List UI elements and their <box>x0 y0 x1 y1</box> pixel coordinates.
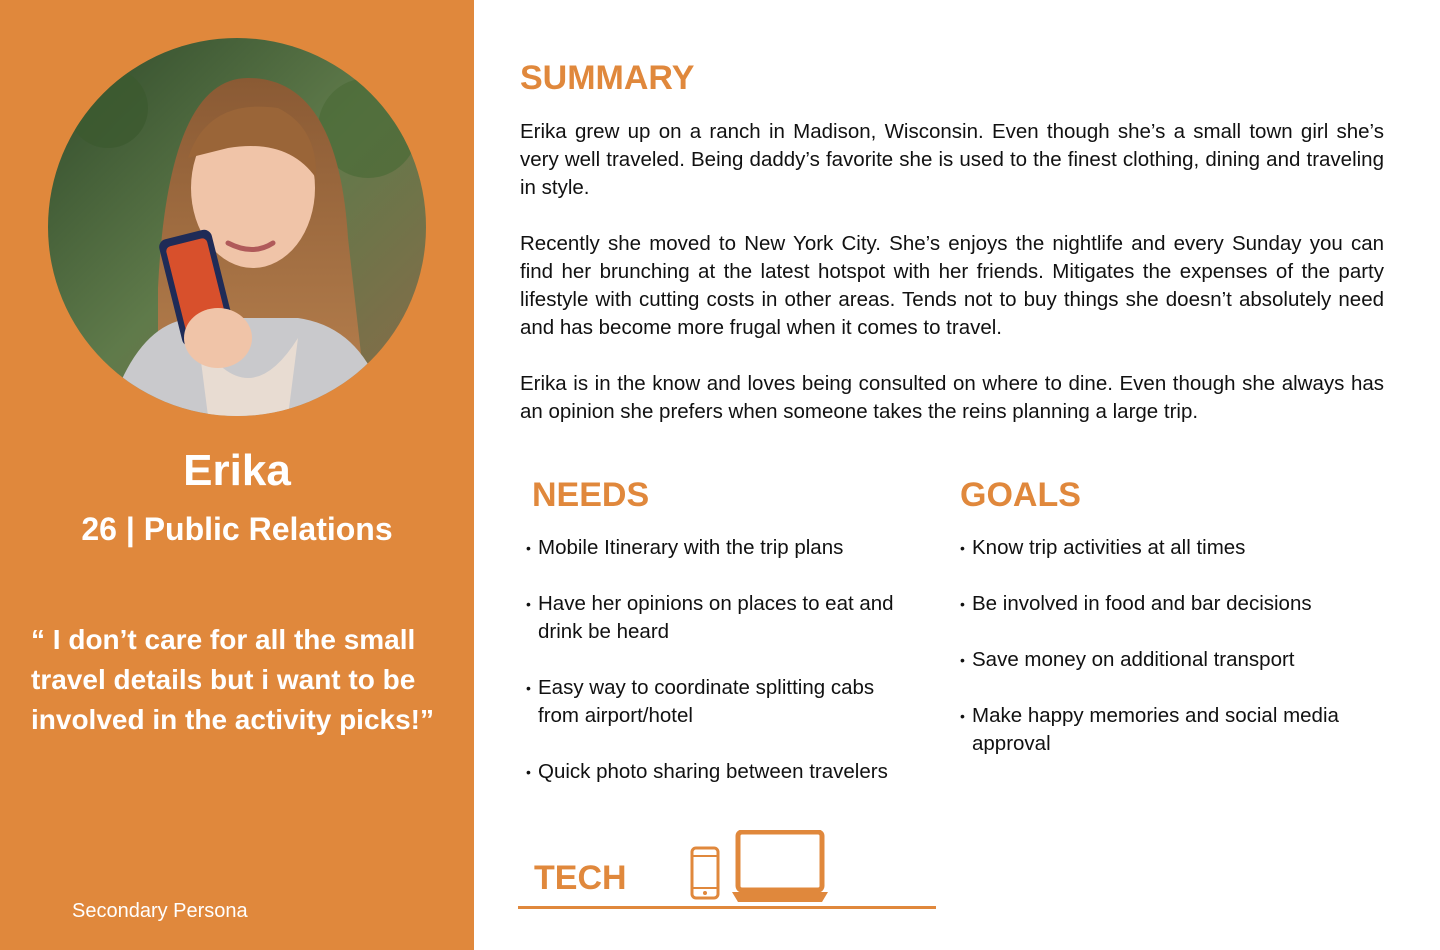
persona-quote: “ I don’t care for all the small travel details but i want to be involved in the activity picks!” <box>31 624 435 735</box>
needs-list <box>524 534 904 814</box>
needs-item: • Have her opinions on places to eat and drink be heard <box>524 590 904 646</box>
persona-name: Erika <box>183 446 291 495</box>
phone-icon <box>690 846 720 900</box>
needs-item: • Quick photo sharing between travelers <box>524 758 904 786</box>
needs-item: • Mobile Itinerary with the trip plans <box>524 534 904 562</box>
summary-heading: SUMMARY <box>520 59 695 97</box>
persona-type: Secondary Persona <box>72 900 248 922</box>
goals-item: • Be involved in food and bar decisions <box>958 590 1378 618</box>
summary-body <box>520 118 1384 454</box>
goals-heading: GOALS <box>960 476 1081 514</box>
persona-panel <box>0 0 474 950</box>
tech-divider <box>518 906 936 909</box>
tech-heading: TECH <box>534 859 627 897</box>
persona-photo <box>48 38 426 416</box>
summary-paragraph: Erika grew up on a ranch in Madison, Wisconsin. Even though she’s a small town girl she’s very well traveled. Being daddy’s favorite she is used to the finest clothing, dining and traveling in style. <box>520 120 1384 199</box>
summary-paragraph: Erika is in the know and loves being consulted on where to dine. Even though she always has an opinion she prefers when someone takes the reins planning a large trip. <box>520 372 1384 423</box>
needs-heading: NEEDS <box>532 476 650 514</box>
goals-item: • Save money on additional transport <box>958 646 1378 674</box>
persona-subtitle: 26 | Public Relations <box>81 511 393 547</box>
goals-item: • Know trip activities at all times <box>958 534 1378 562</box>
goals-item: • Make happy memories and social media approval <box>958 702 1378 758</box>
summary-paragraph: Recently she moved to New York City. She’s enjoys the nightlife and every Sunday you can find her brunching at the latest hotspot with her friends. Mitigates the expenses of the party lifestyle with cutting costs in other areas. Tends not to buy things she doesn’t absolutely need and has become more frugal when it comes to travel. <box>520 232 1384 339</box>
needs-item: • Easy way to coordinate splitting cabs from airport/hotel <box>524 674 904 730</box>
laptop-icon <box>730 830 830 904</box>
goals-list <box>958 534 1378 786</box>
